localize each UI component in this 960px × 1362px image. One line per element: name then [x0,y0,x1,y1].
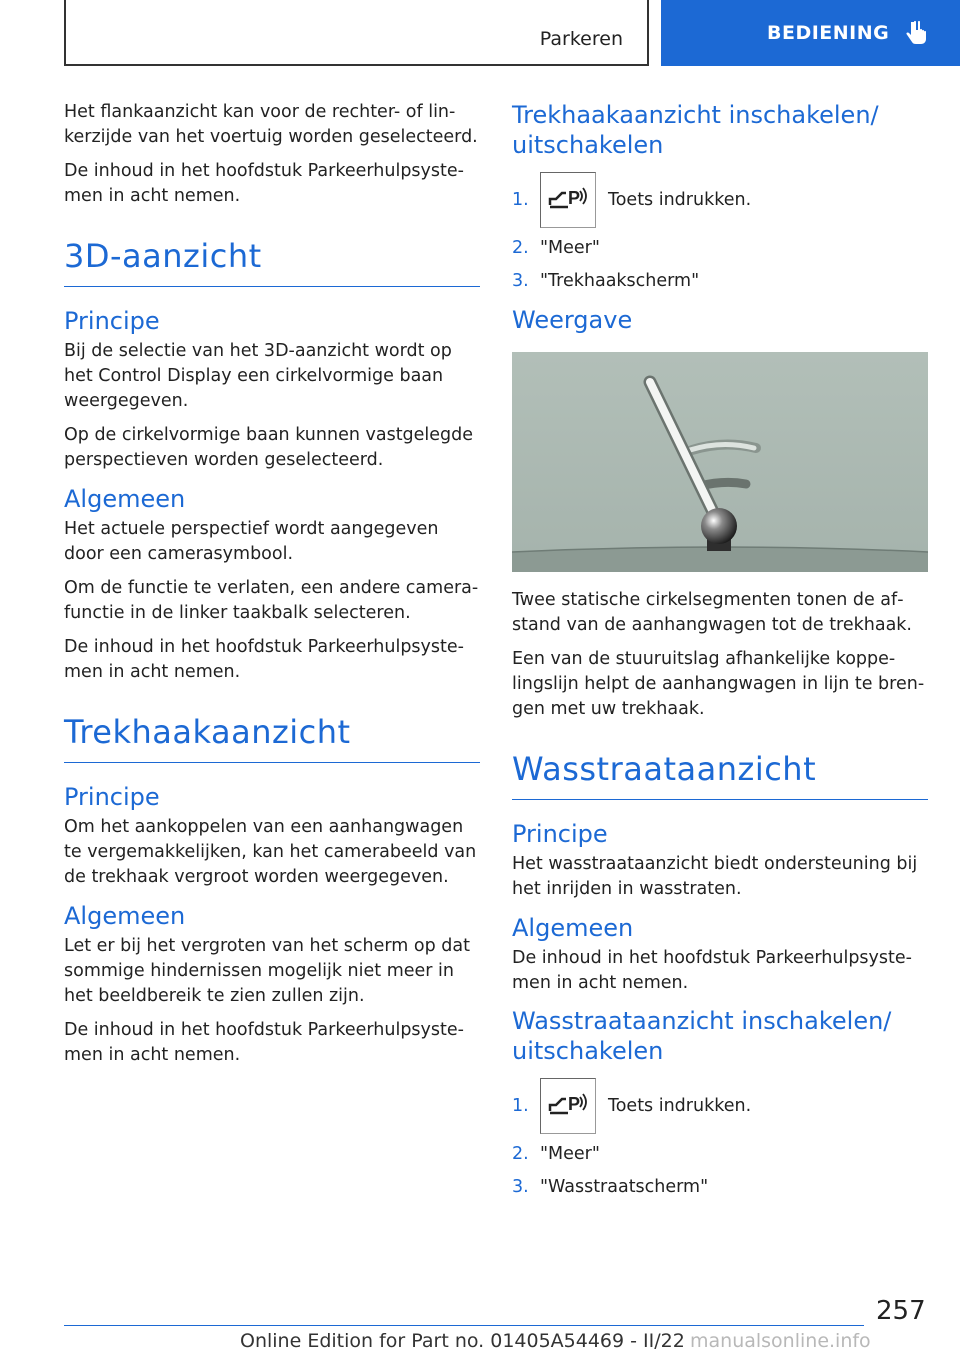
heading-car-wash-view: Wasstraataanzicht [512,749,928,800]
wasstraat-algemeen-paragraph-1: De inhoud in het hoofdstuk Parkeerhulpsystemen in acht nemen. [512,948,912,993]
trek-switch-steps [512,172,928,294]
trek-algemeen-paragraph-2: De inhoud in het hoofdstuk Parkeerhulpsystemen in acht nemen. [64,1020,464,1065]
footer-watermark: manualsonline.info [690,1330,871,1352]
header-chapter-title: BEDIENING [767,22,890,44]
footer-divider [64,1325,864,1326]
3d-algemeen-paragraph-2: Om de functie te verlaten, een andere camerafunctie in de linker taakbalk selecteren. [64,578,479,623]
intro-paragraph-1: Het flankaanzicht kan voor de rechter- of linkerzijde van het voertuig worden geselecteerd. [64,102,478,147]
subheading-wasstraat-switch: Wasstraataanzicht inschakelen/ uitschakelen [512,1007,892,1065]
footer-edition-text: Online Edition for Part no. 01405A54469 - II/22 [240,1330,685,1352]
header-section-box [64,0,649,66]
step-number: 1. [512,189,529,210]
header-chapter-box [661,0,960,66]
intro-paragraph-2: De inhoud in het hoofdstuk Parkeerhulpsystemen in acht nemen. [64,161,464,206]
svg-text:P: P [568,188,581,208]
step-text: "Meer" [540,1144,600,1164]
step-item [512,172,928,228]
step-number: 2. [512,238,529,258]
wasstraat-switch-steps [512,1078,928,1200]
step-number: 1. [512,1095,529,1116]
hand-pointer-icon [905,20,931,46]
step-text: "Wasstraatscherm" [540,1177,709,1197]
subheading-3d-algemeen: Algemeen [64,485,186,513]
step-item [512,269,928,294]
parking-assist-button[interactable] [540,1078,596,1134]
parking-assist-button[interactable] [540,172,596,228]
step-item [512,1175,928,1200]
step-number: 3. [512,271,529,291]
parking-camera-icon [548,185,588,215]
heading-trailer-hitch-view: Trekhaakaanzicht [64,712,480,763]
weergave-paragraph-2: Een van de stuuruitslag afhankelijke koppelingslijn helpt de aanhangwagen in lijn te brengen met uw trekhaak. [512,649,925,719]
heading-3d-view: 3D-aanzicht [64,236,480,287]
subheading-wasstraat-principe: Principe [512,820,608,848]
subheading-3d-principe: Principe [64,307,160,335]
step-item [512,1142,928,1167]
svg-text:P: P [568,1094,581,1114]
step-item [512,1078,928,1134]
trek-algemeen-paragraph-1: Let er bij het vergroten van het scherm op dat sommige hindernissen mogelijk niet meer in het beeldbereik te zien zullen zijn. [64,936,470,1006]
step-text: Toets indrukken. [608,1095,752,1116]
header-section-title: Parkeren [539,28,623,50]
left-column [64,100,480,1077]
3d-algemeen-paragraph-1: Het actuele perspectief wordt aangegeven door een camerasymbool. [64,519,439,564]
subheading-trek-principe: Principe [64,783,160,811]
step-number: 3. [512,1177,529,1197]
step-text: "Meer" [540,238,600,258]
parking-camera-icon [548,1091,588,1121]
weergave-paragraph-1: Twee statische cirkelsegmenten tonen de afstand van de aanhangwagen tot de trekhaak. [512,590,912,635]
step-item [512,236,928,261]
step-number: 2. [512,1144,529,1164]
subheading-weergave: Weergave [512,306,633,334]
wasstraat-principe-paragraph-1: Het wasstraataanzicht biedt ondersteuning bij het inrijden in wasstraten. [512,854,918,899]
subheading-trek-algemeen: Algemeen [64,902,186,930]
step-text: Toets indrukken. [608,189,752,210]
trek-principe-paragraph-1: Om het aankoppelen van een aanhangwagen te vergemakkelijken, kan het camerabeeld van de trekhaak vergroot worden weergegeven. [64,817,477,887]
subheading-trek-switch: Trekhaakaanzicht inschakelen/ uitschakelen [512,101,879,159]
page-number: 257 [876,1296,926,1326]
3d-principe-paragraph-2: Op de cirkelvormige baan kunnen vastgelegde perspectieven worden geselecteerd. [64,425,474,470]
3d-principe-paragraph-1: Bij de selectie van het 3D-aanzicht wordt op het Control Display een cirkelvormige baan weergegeven. [64,341,452,411]
3d-algemeen-paragraph-3: De inhoud in het hoofdstuk Parkeerhulpsystemen in acht nemen. [64,637,464,682]
right-column [512,100,928,1208]
trailer-hitch-display-illustration [512,352,928,572]
subheading-wasstraat-algemeen: Algemeen [512,914,634,942]
step-text: "Trekhaakscherm" [540,271,700,291]
